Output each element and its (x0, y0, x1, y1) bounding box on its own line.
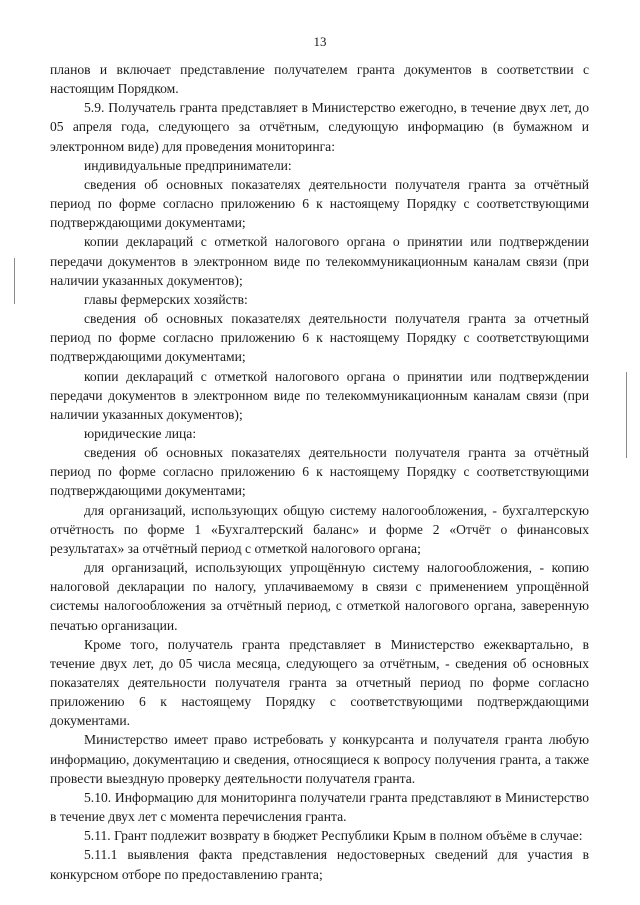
scan-margin-line (626, 372, 627, 458)
paragraph-legal-indicators: сведения об основных показателях деятельности получателя гранта за отчётный период по форме согласно приложению 6 к настоящему Порядку с соответствующими подтверждающими документами; (50, 445, 589, 499)
paragraph-continuation: планов и включает представление получателем гранта документов в соответствии с настоящим Порядком. (50, 62, 589, 97)
paragraph-quarterly-reporting: Кроме того, получатель гранта представляет в Министерство ежеквартально, в течение двух лет, до 05 числа месяца, следующего за отчётным, - сведения об основных показателях деятельности получателя гранта за отчетный период по форме согласно приложению 6 к настоящему Порядку с соответствующими подтверждающими документами. (50, 636, 589, 729)
paragraph-5-11: 5.11. Грант подлежит возврату в бюджет Республики Крым в полном объёме в случае: (84, 828, 583, 844)
paragraph-ministry-rights: Министерство имеет право истребовать у конкурсанта и получателя гранта любую информацию, документацию и сведения, относящиеся к вопросу получения гранта, а также провести выездную проверку деятельности получателя гранта. (50, 732, 589, 786)
paragraph-5-11-1: 5.11.1 выявления факта представления недостоверных сведений для участия в конкурсном отборе по предоставлению гранта; (50, 847, 589, 882)
paragraph-legal-entities-heading: юридические лица: (84, 425, 197, 441)
paragraph-individual-entrepreneurs-heading: индивидуальные предприниматели: (84, 157, 292, 173)
scan-margin-line (14, 258, 15, 304)
paragraph-simplified-tax-system: для организаций, использующих упрощённую систему налогообложения, - копию налоговой декларации по налогу, уплачиваемому в связи с применением упрощённой системы налогообложения за отчётный период, с отметкой налогового органа, заверенную печатью организации. (50, 560, 589, 633)
paragraph-farm-indicators: сведения об основных показателях деятельности получателя гранта за отчетный период по форме согласно приложению 6 к настоящему Порядку с соответствующими подтверждающими документами; (50, 311, 589, 365)
paragraph-farm-heads-heading: главы фермерских хозяйств: (84, 291, 248, 307)
paragraph-general-tax-system: для организаций, использующих общую систему налогообложения, - бухгалтерскую отчётность по форме 1 «Бухгалтерский баланс» и форме 2 «Отчёт о финансовых результатах» за отчётный период с отметкой налогового органа; (50, 502, 589, 556)
document-body (50, 60, 589, 884)
paragraph-farm-declarations: копии деклараций с отметкой налогового органа о принятии или подтверждении передачи документов в электронном виде по телекоммуникационным каналам связи (при наличии указанных документов); (50, 368, 589, 422)
paragraph-5-10: 5.10. Информацию для мониторинга получатели гранта представляют в Министерство в течение двух лет с момента перечисления гранта. (50, 789, 589, 825)
page-number: 13 (313, 34, 327, 49)
paragraph-ie-indicators: сведения об основных показателях деятельности получателя гранта за отчётный период по форме согласно приложению 6 к настоящему Порядку с соответствующими подтверждающими документами; (50, 176, 589, 231)
paragraph-ie-declarations: копии деклараций с отметкой налогового органа о принятии или подтверждении передачи документов в электронном виде по телекоммуникационным каналам связи (при наличии указанных документов); (50, 234, 589, 288)
paragraph-5-9: 5.9. Получатель гранта представляет в Министерство ежегодно, в течение двух лет, до 05 апреля года, следующего за отчётным, следующую информацию (в бумажном и электронном виде) для проведения мониторинга: (50, 100, 589, 154)
